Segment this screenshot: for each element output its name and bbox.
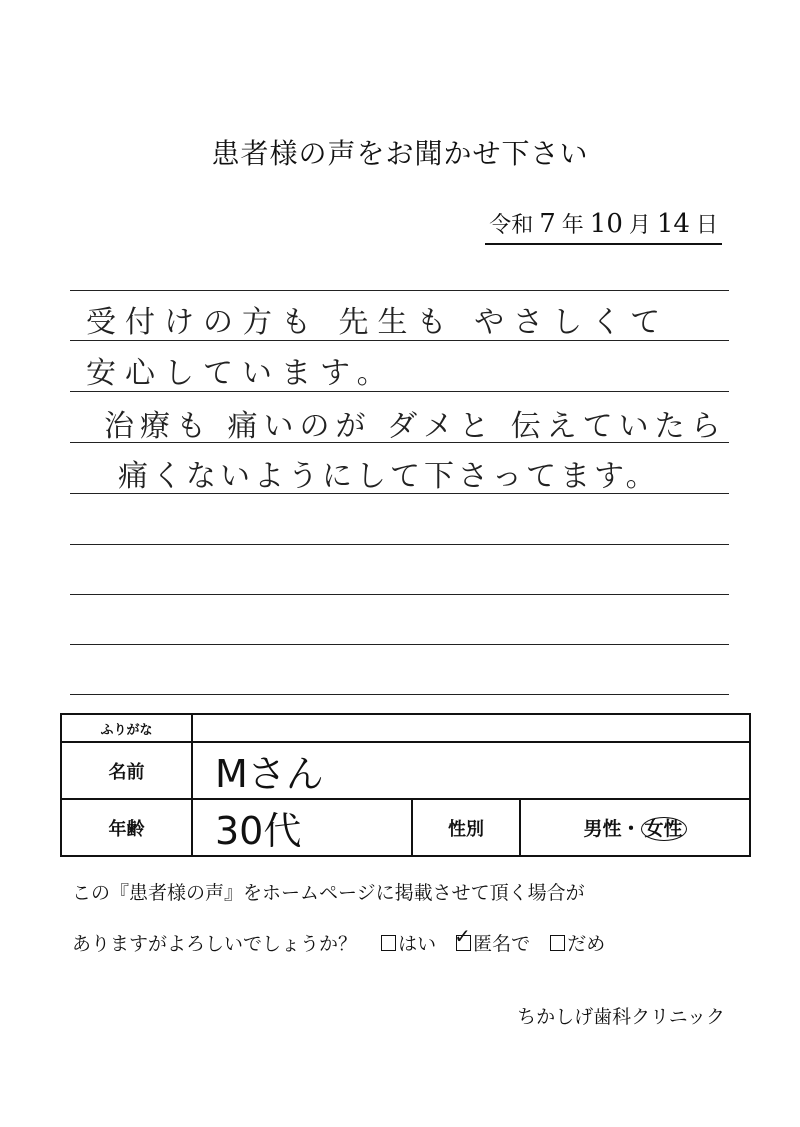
checkbox-no[interactable] [550,935,565,951]
consent-option-no[interactable] [550,929,605,956]
date-year-unit: 年 [561,213,584,238]
name-field[interactable]: Mさん [192,742,750,799]
writing-line [70,594,729,595]
checkbox-yes[interactable] [381,935,396,951]
check-mark-icon: ✓ [454,924,471,948]
furigana-row [61,714,750,742]
date-day-unit: 日 [695,213,718,238]
writing-line [70,694,729,695]
comment-line: 安心しています。 [86,356,396,391]
age-label: 年齢 [61,799,192,856]
date-month-unit: 月 [628,213,651,238]
gender-option-male[interactable]: 男性 [583,818,622,840]
date-year: 7 [539,209,556,239]
consent-option-no-label: だめ [567,933,606,955]
consent-option-anonymous[interactable] [454,924,531,956]
gender-option-female[interactable]: 女性 [641,817,687,841]
name-label: 名前 [61,742,192,799]
clinic-name: ちかしげ歯科クリニック [517,1006,725,1028]
consent-text-line1: この『患者様の声』をホームページに掲載させて頂く場合が [72,882,585,904]
date-day: 14 [656,209,690,239]
furigana-field[interactable] [192,714,750,742]
checkbox-anonymous[interactable] [454,924,471,951]
date-era: 令和 [489,213,534,238]
writing-line [70,544,729,545]
age-field[interactable]: 30代 [192,799,412,856]
gender-field [520,799,750,856]
writing-line [70,644,729,645]
comment-line: 受付けの方も 先生も やさしくて [86,305,670,340]
consent-option-anonymous-label: 匿名で [473,933,531,955]
patient-info-table [60,713,751,857]
comment-line: 痛くないようにして下さってます。 [118,459,660,494]
name-row [61,742,750,799]
form-title: 患者様の声をお聞かせ下さい [211,137,589,170]
age-gender-row [61,799,750,856]
consent-option-yes-label: はい [398,933,437,955]
gender-label: 性別 [412,799,520,856]
furigana-label: ふりがな [61,714,192,742]
gender-separator: ・ [621,818,641,840]
consent-option-yes[interactable] [381,929,436,956]
consent-text-line2: ありますがよろしいでしょうか？ [72,933,358,955]
comment-line: 治療も 痛いのが ダメと 伝えていたら [104,409,727,444]
date-field [485,208,722,245]
date-month: 10 [589,209,623,239]
consent-row [72,924,606,956]
writing-line [70,290,729,291]
